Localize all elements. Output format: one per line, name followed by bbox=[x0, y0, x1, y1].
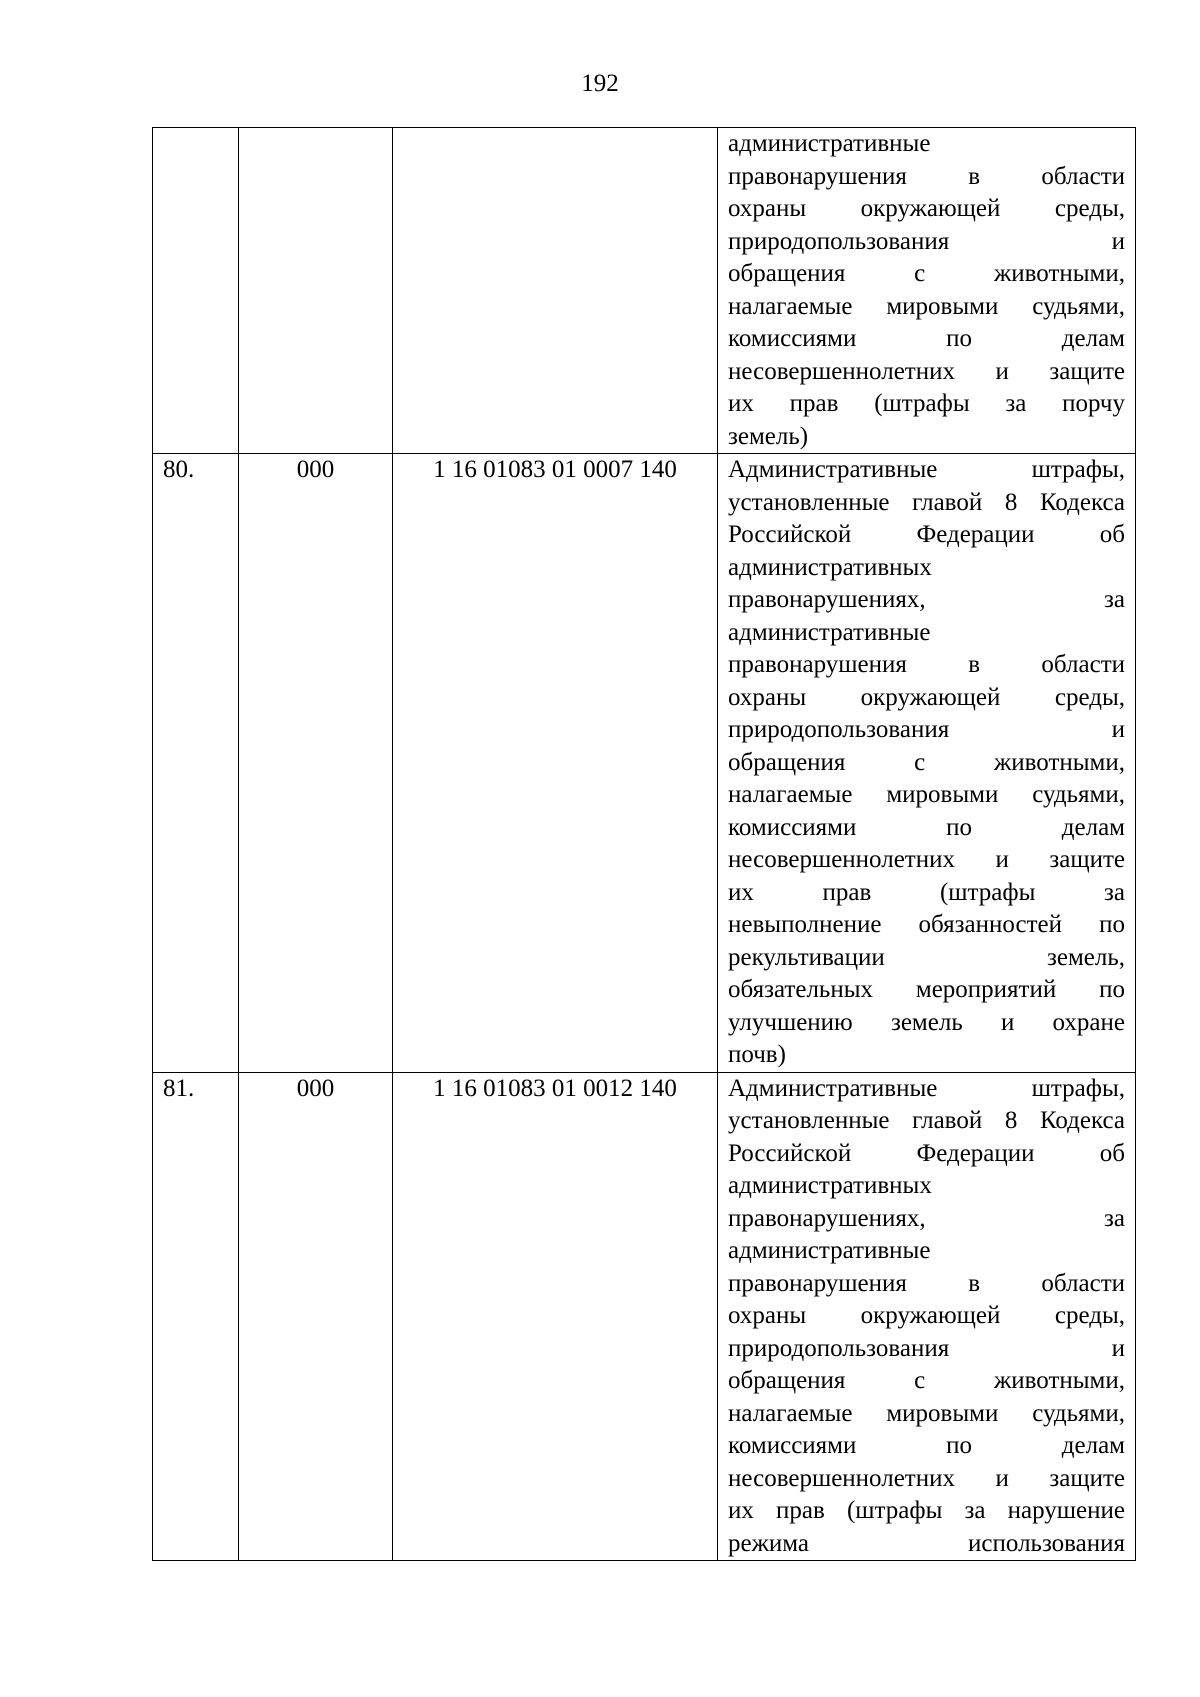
description-line: административные bbox=[728, 618, 931, 646]
description-line: Российской Федерации об bbox=[728, 521, 1125, 548]
description-line: природопользования и bbox=[728, 227, 1125, 255]
description-line: правонарушения в области bbox=[728, 1269, 1125, 1297]
description-line: Административные штрафы, bbox=[728, 1074, 1125, 1102]
description-line: природопользования и bbox=[728, 1334, 1125, 1362]
description-line: административных bbox=[728, 1172, 932, 1199]
description-line: Административные штрафы, bbox=[728, 456, 1125, 483]
description-line: обращения с животными, bbox=[728, 1367, 1125, 1394]
description-line: невыполнение обязанностей по bbox=[728, 911, 1125, 938]
description-line: налагаемые мировыми судьями, bbox=[728, 781, 1125, 808]
table-row bbox=[153, 1072, 1136, 1561]
description-line: охраны окружающей среды, bbox=[728, 1302, 1125, 1329]
description-line: земель) bbox=[728, 422, 809, 450]
kbk-code-cell bbox=[393, 128, 718, 454]
description-line: комиссиями по делам bbox=[728, 1432, 1125, 1459]
description-line: правонарушениях, за bbox=[728, 1204, 1125, 1232]
table-body bbox=[153, 128, 1136, 1561]
description-line: их прав (штрафы за bbox=[728, 878, 1125, 906]
description-line: охраны окружающей среды, bbox=[728, 683, 1125, 711]
description-line: обращения с животными, bbox=[728, 748, 1125, 776]
description-line: обязательных мероприятий по bbox=[728, 976, 1125, 1003]
description-line: налагаемые мировыми судьями, bbox=[728, 1399, 1125, 1427]
description-line: их прав (штрафы за порчу bbox=[728, 390, 1125, 417]
table-row bbox=[153, 454, 1136, 1073]
description-line: комиссиями по делам bbox=[728, 325, 1125, 352]
description-line: природопользования и bbox=[728, 716, 1125, 743]
description-line: охраны окружающей среды, bbox=[728, 195, 1125, 222]
page-number: 192 bbox=[581, 70, 619, 97]
description-cell bbox=[718, 1072, 1136, 1561]
description-line: правонарушения в области bbox=[728, 651, 1125, 678]
description-line: комиссиями по делам bbox=[728, 813, 1125, 841]
description-line: установленные главой 8 Кодекса bbox=[728, 1107, 1125, 1134]
description-line: обращения с животными, bbox=[728, 260, 1125, 287]
description-line: почв) bbox=[728, 1041, 786, 1068]
kbk-code-cell: 1 16 01083 01 0012 140 bbox=[393, 1072, 718, 1561]
row-number-cell: 81. bbox=[153, 1072, 239, 1561]
description-line: административные bbox=[728, 1237, 931, 1264]
table-row bbox=[153, 128, 1136, 454]
description-line: несовершеннолетних и защите bbox=[728, 357, 1125, 385]
description-line: административные bbox=[728, 130, 931, 157]
budget-classification-table bbox=[152, 127, 1136, 1561]
row-number-cell bbox=[153, 128, 239, 454]
description-line: Российской Федерации об bbox=[728, 1139, 1125, 1167]
description-line: улучшению земель и охране bbox=[728, 1008, 1125, 1036]
description-line: несовершеннолетних и защите bbox=[728, 846, 1125, 873]
description-line: налагаемые мировыми судьями, bbox=[728, 292, 1125, 320]
admin-code-cell: 000 bbox=[239, 1072, 393, 1561]
admin-code-cell bbox=[239, 128, 393, 454]
description-line: административных bbox=[728, 553, 932, 581]
description-line: правонарушениях, за bbox=[728, 586, 1125, 613]
description-line: установленные главой 8 Кодекса bbox=[728, 488, 1125, 516]
description-line: режима использования bbox=[728, 1529, 1125, 1557]
description-cell bbox=[718, 128, 1136, 454]
description-line: их прав (штрафы за нарушение bbox=[728, 1497, 1125, 1524]
kbk-code-cell: 1 16 01083 01 0007 140 bbox=[393, 454, 718, 1073]
description-line: рекультивации земель, bbox=[728, 943, 1125, 971]
description-cell bbox=[718, 454, 1136, 1073]
row-number-cell: 80. bbox=[153, 454, 239, 1073]
admin-code-cell: 000 bbox=[239, 454, 393, 1073]
description-line: правонарушения в области bbox=[728, 162, 1125, 190]
description-line: несовершеннолетних и защите bbox=[728, 1464, 1125, 1492]
